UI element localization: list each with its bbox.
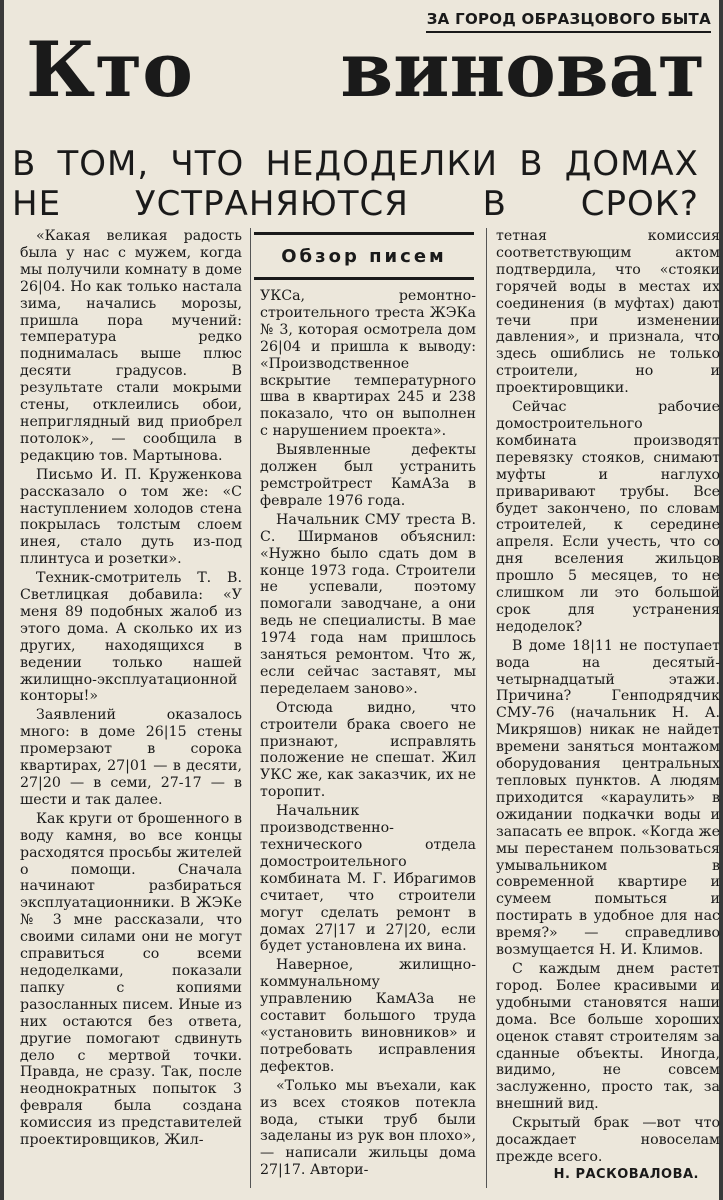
paragraph: В доме 18|11 не поступает вода на десятый-четырнадцатый этажи. Причина? Генподрядчик СМУ-76 (начальник Н. А. Микряшов) никак не найдет времени заняться монтажом оборудования центральных тепловых пунктов. А людям приходится «караулить» в ожидании подкачки воды и запасать ее впрок. «Когда же мы перестанем пользоваться умывальником в современной квартире и сумеем помыться и постирать в удобное для нас время?» — справедливо возмущается Н. И. Климов.	[496, 637, 720, 959]
paragraph: Письмо И. П. Круженкова рассказало о том же: «С наступлением холодов стена покрылась толстым слоем инея, стало дуть из-под плинтуса и розетки».	[20, 466, 242, 568]
article-column-3	[496, 228, 720, 1168]
column-divider	[486, 228, 487, 1188]
subheadline-word: УСТРАНЯЮТСЯ	[134, 184, 409, 224]
subheadline-word: СРОК?	[580, 184, 699, 224]
paragraph: Начальник СМУ треста В. С. Ширманов объяснил: «Нужно было сдать дом в конце 1973 года. Строители не успевали, поэтому помогали заводчане, а они ведь не специалисты. В мае 1974 года нам пришлось заняться ремонтом. Что ж, если сейчас заставят, мы переделаем заново».	[260, 511, 476, 697]
article-column-2	[260, 288, 476, 1181]
article-column-1	[20, 228, 242, 1151]
subheadline-word: НЕДОДЕЛКИ	[265, 144, 499, 184]
paragraph: Начальник производственно-технического отдела домостроительного комбината М. Г. Ибрагимов считает, что строители могут сделать ремонт в домах 27|17 и 27|20, если будет установлена их вина.	[260, 803, 476, 955]
subheadline-word: ТОМ,	[57, 144, 150, 184]
paragraph: Заявлений оказалось много: в доме 26|15 стены промерзают в сорока квартирах, 27|01 — в десяти, 27|20 — в семи, 27-17 — в шести и так далее.	[20, 707, 242, 808]
paragraph: Выявленные дефекты должен был устранить ремстройтрест КамАЗа в феврале 1976 года.	[260, 442, 476, 509]
paragraph: С каждым днем растет город. Более красивыми и удобными становятся наши дома. Все больше хороших оценок ставят строителям за сданные объекты. Иногда, видимо, не совсем заслуженно, просто так, за внешний вид.	[496, 960, 720, 1113]
headline-word: Кто	[26, 25, 193, 114]
paragraph: «Какая великая радость была у нас с мужем, когда мы получили комнату в доме 26|04. Но как только настала зима, начались морозы, пришла пора мучений: температура редко поднималась выше плюс десяти градусов. В результате стали мокрыми стены, отклеились обои, неприглядный вид приобрел потолок», — сообщила в редакцию тов. Мартынова.	[20, 228, 242, 464]
subheadline-word: В	[12, 144, 37, 184]
paragraph: УКСа, ремонтно-строительного треста ЖЭКа № 3, которая осмотрела дом 26|04 и пришла к выводу: «Производственное вскрытие температурного шва в квартирах 245 и 238 показало, что он выполнен с нарушением проекта».	[260, 288, 476, 440]
author-signature: Н. РАСКОВАЛОВА.	[553, 1167, 699, 1182]
paragraph: Отсюда видно, что строители брака своего не признают, исправлять положение не спешат. Жил УКС же, как заказчик, их не торопит.	[260, 699, 476, 801]
subheadline-line-1	[12, 146, 699, 182]
subheadline-word: В	[519, 144, 544, 184]
subheadline-word: ЧТО	[170, 144, 245, 184]
paragraph: Как круги от брошенного в воду камня, во все концы расходятся просьбы жителей о помощи. Сначала начинают разбираться эксплуатационники. В ЖЭКе № 3 мне рассказали, что своими силами они не могут справиться со всеми недоделками, показали папку с копиями разосланных писем. Иные из них остаются без ответа, другие помогают сдвинуть дело с мертвой точки. Правда, не сразу. Так, после неоднократных попыток 3 февраля была создана комиссия из представителей проектировщиков, Жил-	[20, 810, 242, 1149]
paragraph: тетная комиссия соответствующим актом подтвердила, что «стояки горячей воды в местах их соединения (в муфтах) дают течи при изменении давления», и признала, что здесь ошиблись не только строители, но и проектировщики.	[496, 228, 720, 397]
paragraph: Сейчас рабочие домостроительного комбината производят перевязку стояков, снимают муфты и наглухо приваривают трубы. Все будет закончено, по словам строителей, к середине апреля. Если учесть, что со дня вселения жильцов прошло 5 месяцев, то не слишком ли это большой срок для устранения недоделок?	[496, 399, 720, 635]
headline-word: виноват	[340, 25, 705, 114]
paragraph: Техник-смотритель Т. В. Светлицкая добавила: «У меня 89 подобных жалоб из этого дома. А сколько их из других, находящихся в ведении только нашей жилищно-эксплуатационной конторы!»	[20, 570, 242, 705]
subheadline-word: ДОМАХ	[564, 144, 699, 184]
section-label: Обзор писем	[281, 245, 447, 267]
column-divider	[250, 228, 251, 1188]
subheadline-word: НЕ	[12, 184, 62, 224]
rubric-heading: ЗА ГОРОД ОБРАЗЦОВОГО БЫТА	[426, 10, 711, 33]
subheadline-word: В	[482, 184, 507, 224]
paragraph: Скрытый брак —вот что досаждает новоселам прежде всего.	[496, 1115, 720, 1165]
subheadline-line-2	[12, 186, 699, 222]
paragraph: Наверное, жилищно-коммунальному управлению КамАЗа не составит большого труда «установить виновников» и потребовать исправления дефектов.	[260, 957, 476, 1075]
section-label-box	[254, 232, 474, 280]
headline	[26, 25, 705, 114]
paragraph: «Только мы въехали, как из всех стояков потекла вода, стыки труб были заделаны из рук вон плохо», — написали жильцы дома 27|17. Автори-	[260, 1077, 476, 1179]
